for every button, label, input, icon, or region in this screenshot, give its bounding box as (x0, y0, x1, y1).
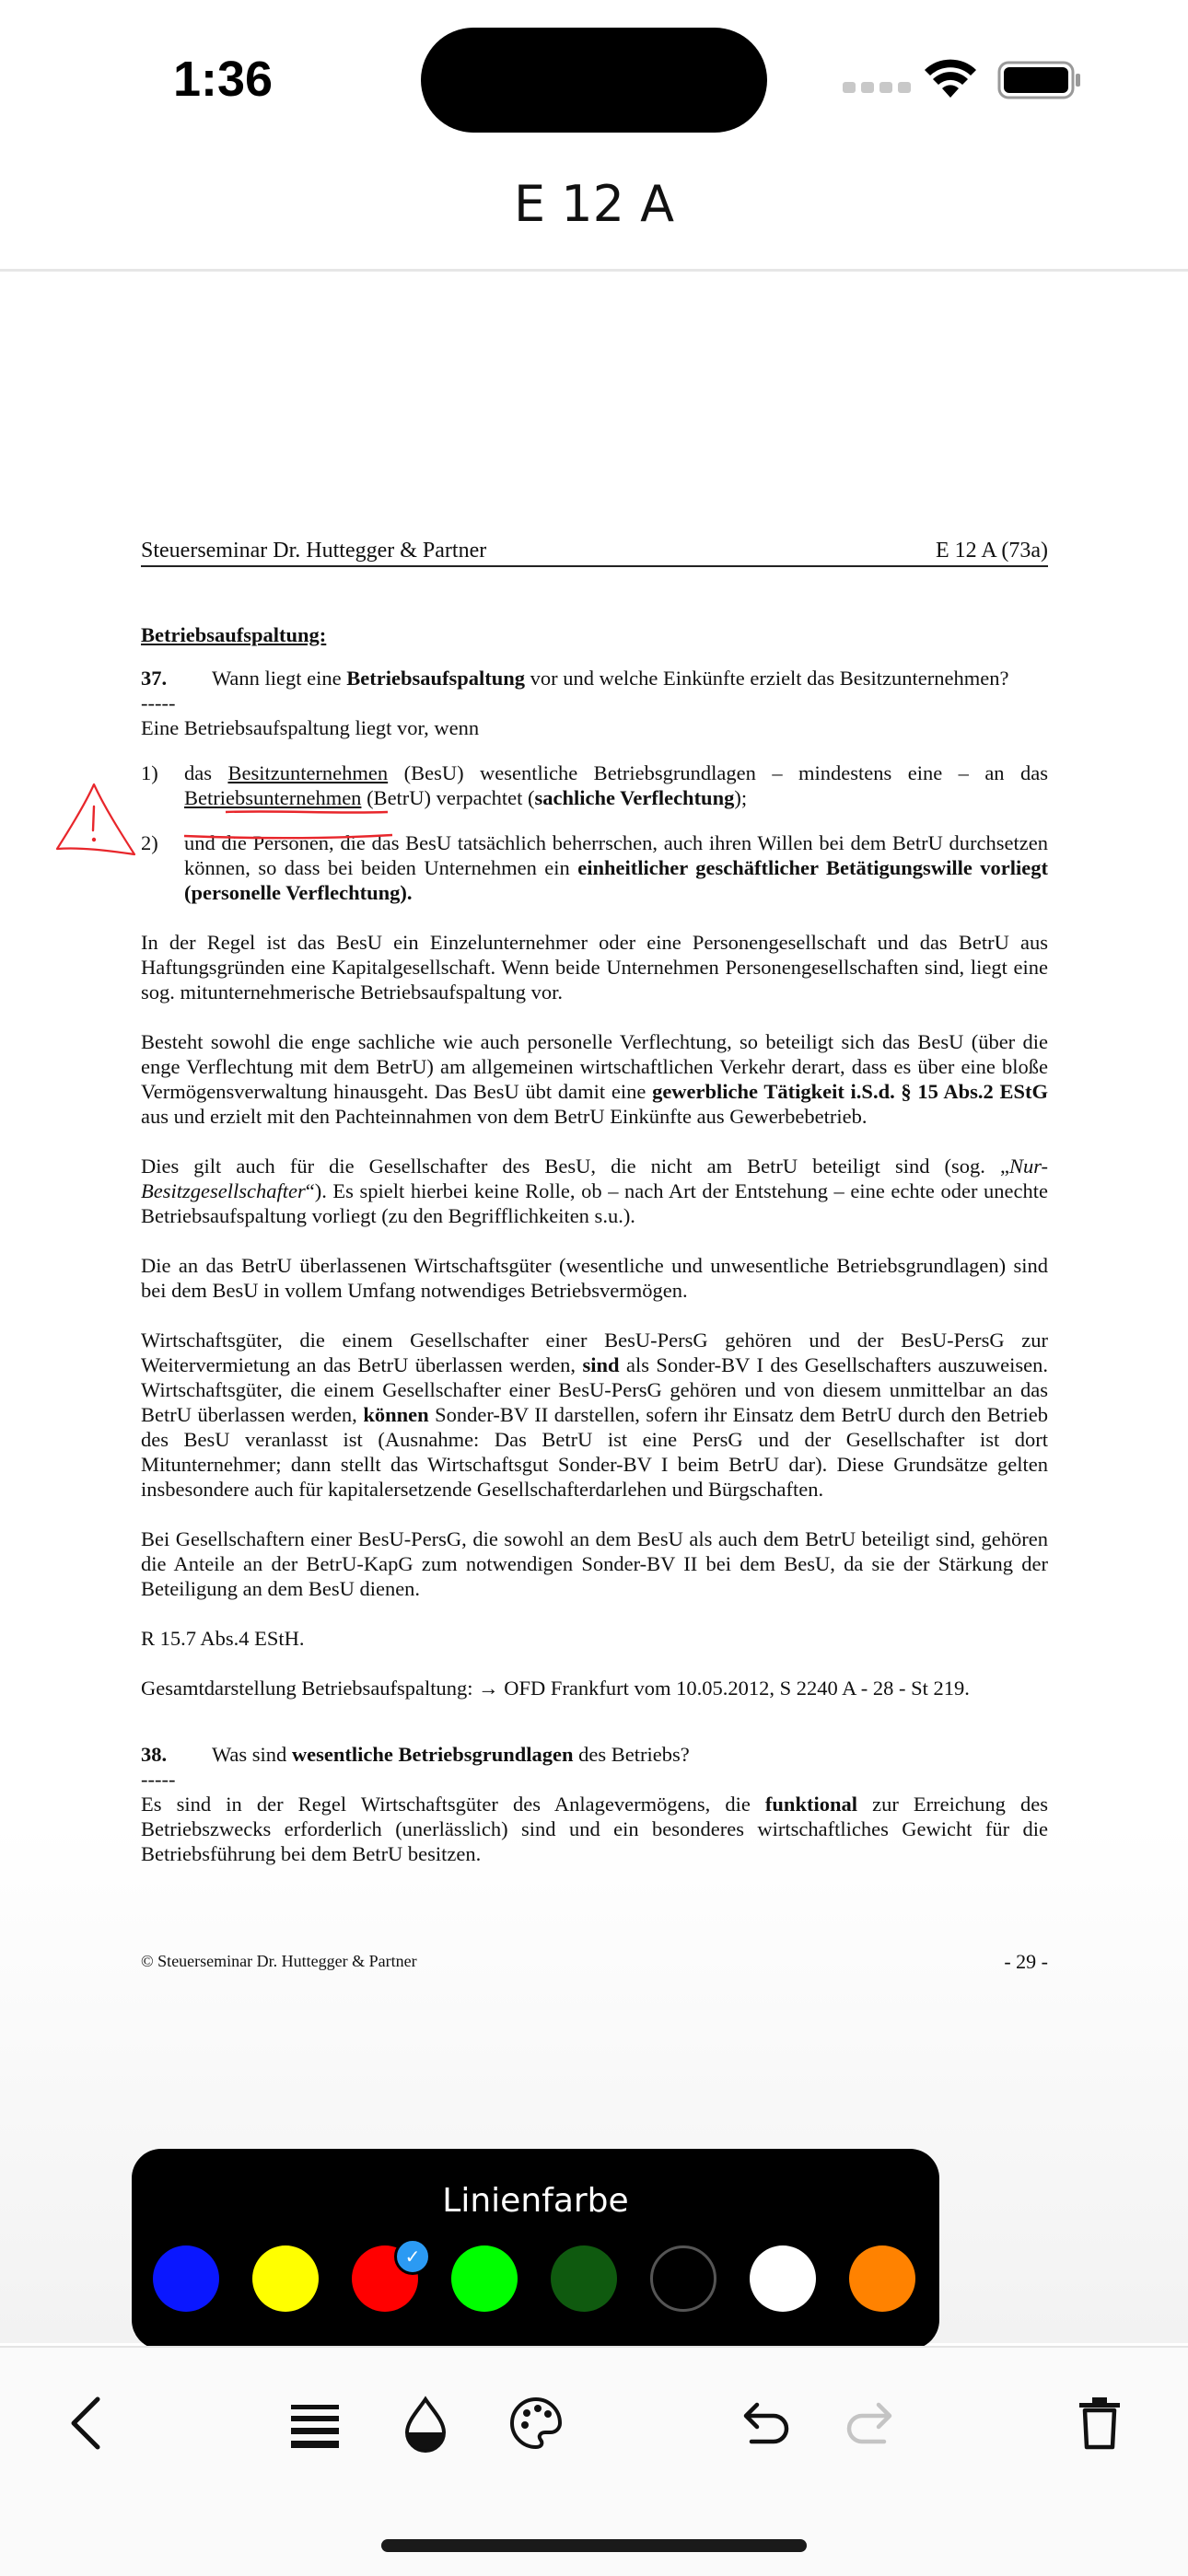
question-37 (141, 666, 1048, 690)
color-swatch-dark-green[interactable] (551, 2245, 617, 2312)
color-swatch-blue[interactable] (153, 2245, 219, 2312)
underlined-term: Betriebsunternehmen (184, 786, 362, 809)
page-footer (141, 1949, 1048, 1974)
color-swatch-white[interactable] (750, 2245, 816, 2312)
trash-icon[interactable] (1070, 2394, 1129, 2453)
list-item: 1) das Besitzunternehmen (BesU) wesentliche Betriebsgrundlagen – mindestens eine – an das Betriebsunternehmen (BetrU) verpachtet (sachliche Verflechtung); (141, 761, 1048, 809)
paragraph: In der Regel ist das BesU ein Einzelunternehmer oder eine Personengesellschaft und das BetrU aus Haftungsgründen eine Kapitalgesellschaft. Wenn beide Unternehmen Personengesellschaften sind, liegt eine sog. mitunternehmerische Betriebsaufspaltung vor. (141, 931, 1048, 1004)
paragraph: Eine Betriebsaufspaltung liegt vor, wenn (141, 716, 480, 739)
redo-icon[interactable] (844, 2394, 903, 2453)
line-width-icon[interactable] (285, 2394, 344, 2453)
paragraph: Bei Gesellschaftern einer BesU-PersG, die sowohl an dem BesU als auch dem BetrU beteiligt sind, gehören die Anteile an der BetrU-KapG zum notwendigen Sonder-BV II bei dem BesU, da sie der Stärkung der Beteiligung an dem BesU dienen. (141, 1527, 1048, 1600)
paragraph: Die an das BetrU überlassenen Wirtschaftsgüter (wesentliche und unwesentliche Betriebsgrundlagen) sind bei dem BesU in vollem Umfang notwendiges Betriebsvermögen. (141, 1254, 1048, 1302)
color-swatch-yellow[interactable] (252, 2245, 319, 2312)
popup-title: Linienfarbe (442, 2182, 629, 2220)
paragraph: R 15.7 Abs.4 EStH. (141, 1627, 305, 1650)
status-bar (0, 0, 1188, 157)
paragraph: Gesamtdarstellung Betriebsaufspaltung: → OFD Frankfurt vom 10.05.2012, S 2240 A - 28 - St 219. (141, 1677, 970, 1700)
home-indicator[interactable] (381, 2539, 807, 2552)
battery-icon (997, 61, 1082, 99)
question-number: 37. (141, 667, 168, 690)
palette-icon[interactable] (507, 2394, 565, 2453)
paragraph: Es sind in der Regel Wirtschaftsgüter des Anlagevermögens, die funktional zur Erreichung des Betriebszwecks erforderlich (unerlässlich) sind und ein besonderes wirtschaftliches Gewicht für die Betriebsführung bei dem BetrU besitzen. (141, 1793, 1048, 1865)
undo-icon[interactable] (733, 2394, 792, 2453)
list-item: 2) und die Personen, die das BesU tatsächlich beherrschen, auch ihren Willen bei dem BetrU durchsetzen können, so dass bei beiden Unternehmen ein einheitlicher geschäftlicher Betätigungswille vorliegt (personelle Verflechtung). (141, 831, 1048, 904)
header-left: Steuerseminar Dr. Huttegger & Partner (141, 539, 487, 563)
cellular-signal-icon (843, 81, 916, 98)
color-swatch-black[interactable] (650, 2245, 716, 2312)
paragraph: Wirtschaftsgüter, die einem Gesellschafter einer BesU-PersG gehören und der BesU-PersG zur Weitervermietung an das BetrU überlassen werden, sind als Sonder-BV I des Gesellschafters auszuweisen. Wirtschaftsgüter, die einem Gesellschafter einer BesU-PersG gehören und von diesem unmittelbar an das BetrU überlassen werden, können Sonder-BV II darstellen, sofern ihr Einsatz dem BetrU durch den Betrieb des BesU veranlasst ist (Ausnahme: Das BetrU ist eine PersG und der Gesellschafter ist dort Mitunternehmer; dann stellt das Wirtschaftsgut Sonder-BV I beim BetrU dar). Diese Grundsätze gelten insbesondere auch für kapitalersetzende Gesellschafterdarlehen und Bürgschaften. (141, 1329, 1048, 1501)
color-swatch-red[interactable] (352, 2245, 421, 2312)
header-right: E 12 A (73a) (936, 539, 1048, 563)
back-icon[interactable] (59, 2394, 118, 2453)
paragraph: Besteht sowohl die enge sachliche wie auch personelle Verflechtung, so beteiligt sich das BesU (über die enge Verflechtung mit dem BetrU) am allgemeinen wirtschaftlichen Verkehr derart, dass es über eine bloße Vermögensverwaltung hinausgeht. Das BesU übt damit eine gewerbliche Tätigkeit i.S.d. § 15 Abs.2 EStG aus und erzielt mit den Pachteinnahmen von dem BetrU Einkünfte aus Gewerbebetrieb. (141, 1030, 1049, 1128)
line-color-popup (132, 2149, 939, 2350)
question-38: 38. Was sind wesentliche Betriebsgrundlagen des Betriebs? (141, 1743, 690, 1766)
underline-annotation[interactable] (224, 809, 390, 815)
document-title: E 12 A (513, 175, 675, 233)
section-title: Betriebsaufspaltung: (141, 623, 327, 646)
paragraph: Dies gilt auch für die Gesellschafter des BesU, die nicht am BetrU beteiligt sind (sog. „Nur-Besitzgesellschafter“). Es spielt hierbei keine Rolle, ob – nach Art der Entstehung – eine echte oder unechte Betriebsaufspaltung vorliegt (zu den Begrifflichkeiten s.u.). (141, 1155, 1048, 1227)
selected-check-icon: ✓ (394, 2238, 431, 2275)
underline-annotation[interactable] (182, 833, 394, 841)
status-time: 1:36 (173, 52, 274, 107)
page-number: - 29 - (1004, 1950, 1048, 1973)
footer-left: © Steuerseminar Dr. Huttegger & Partner (141, 1952, 417, 1970)
dynamic-island (421, 28, 767, 133)
wifi-icon (924, 57, 977, 99)
page-header (141, 539, 1048, 567)
color-swatch-orange[interactable] (849, 2245, 915, 2312)
color-swatch-green[interactable] (451, 2245, 518, 2312)
question-text: Wann liegt eine Betriebsaufspaltung vor und welche Einkünfte erzielt das Besitzunternehmen? (212, 667, 1009, 690)
warning-triangle-annotation[interactable] (53, 781, 138, 858)
opacity-drop-icon[interactable] (396, 2394, 455, 2453)
document-page (141, 539, 1048, 1974)
answer-separator: ----- (141, 1768, 176, 1791)
document-viewer[interactable] (0, 272, 1188, 2343)
underlined-term: Besitzunternehmen (227, 761, 389, 784)
answer-separator: ----- (141, 691, 176, 714)
